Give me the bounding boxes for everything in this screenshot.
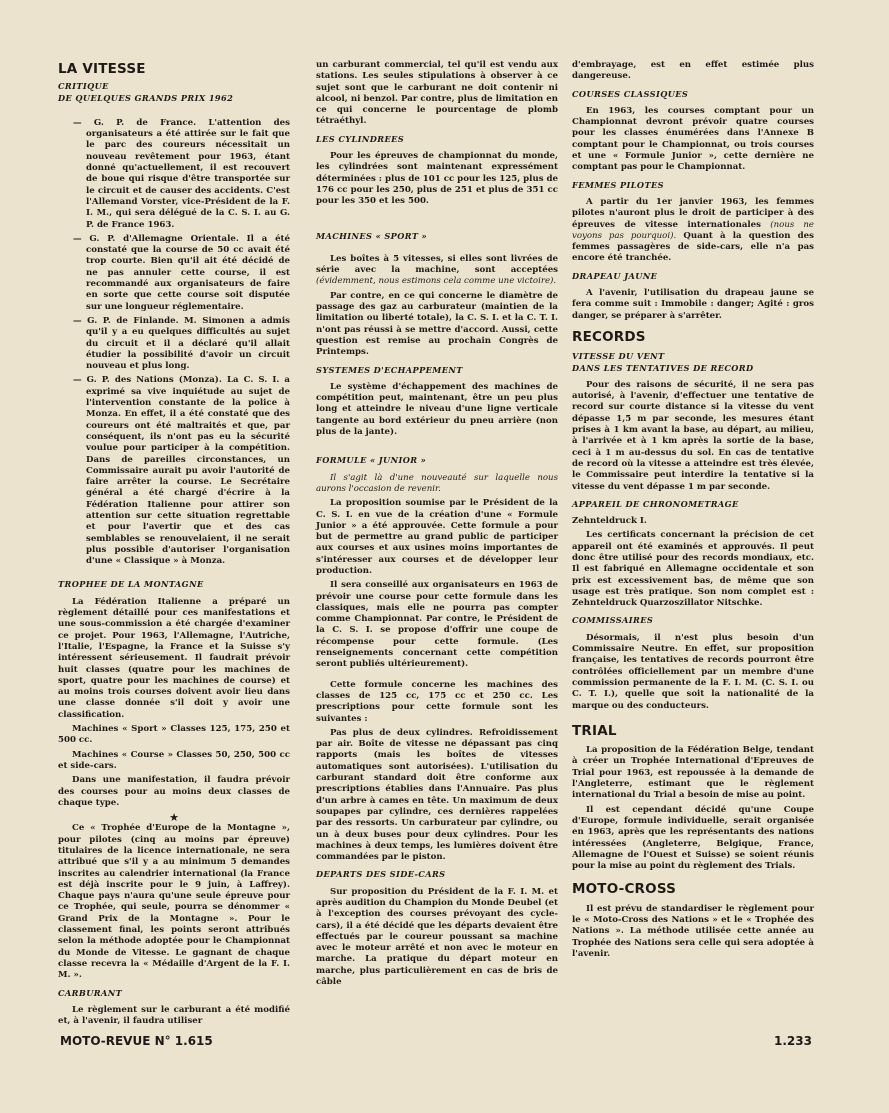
subheading-femmes-pilotes: FEMMES PILOTES	[572, 179, 664, 190]
formule-para-1: La proposition soumise par le Président de la C. S. I. en vue de la création d'une « Formule Junior » a été approuvée. Cette formule a pour but de permettre au grand public de participer aux courses et aux usines moins importantes de s'intéresser aux courses et de développer leur production.	[316, 498, 558, 576]
column-right	[572, 60, 814, 963]
trial-para-1: La proposition de la Fédération Belge, tendant à créer un Trophée International d'Epreuves de Trial pour 1963, est repoussée à la demande de l'Angleterre, estimant que le règlement international du Trial a besoin de mise au point.	[572, 745, 814, 801]
subheading-drapeau-jaune: DRAPEAU JAUNE	[572, 270, 658, 281]
vent-para-1: Pour des raisons de sécurité, il ne sera pas autorisé, à l'avenir, d'effectuer une tentative de record sur courte distance si la vitesse du vent dépasse 1,5 m par seconde, les mesures étant prises à 1 km avant la base, au départ, au milieu, à l'arrivée et à 1 km après la sortie de la base, ceci à 1 m au-dessus du sol. En cas de tentative de record où la vitesse a atteindre est très élevée, le Commissaire peut interdire la tentative si la vitesse du vent dépasse 1 m par seconde.	[572, 379, 814, 492]
subheading-commissaires: COMMISSAIRES	[572, 615, 654, 626]
femmes-para-1-italic: (nous ne voyons pas pourquoi).	[572, 219, 814, 241]
formule-para-2: Il sera conseillé aux organisateurs en 1963 de prévoir une course pour cette formule dans les classiques, mais elle ne pourra pas compter comme Championnat. Par contre, le Président de la C. S. I. se propose d'offrir une coupe de récompense pour cette formule. (Les renseignements concernant cette compétition seront publiés ultérieurement).	[316, 580, 558, 670]
subheading-formule-junior: FORMULE « JUNIOR »	[316, 455, 427, 466]
subheading-critique-line2: DE QUELQUES GRANDS PRIX 1962	[58, 92, 234, 103]
subheading-echappement: SYSTEMES D'ECHAPPEMENT	[316, 364, 463, 375]
subheading-vent-line2: DANS LES TENTATIVES DE RECORD	[572, 362, 754, 373]
machines-para-1-text: Les boîtes à 5 vitesses, si elles sont livrées de série avec la machine, sont acceptées	[316, 253, 558, 276]
trophee-para-4: Dans une manifestation, il faudra prévoir des courses pour au moins deux classes de chaque type.	[58, 775, 290, 808]
section-title-trial: TRIAL	[572, 722, 617, 739]
drapeau-para-1: A l'avenir, l'utilisation du drapeau jaune se fera comme suit : Immobile : danger; Agité : gros danger, se préparer à s'arrêter.	[572, 288, 814, 321]
femmes-para-1-text-a: A partir du 1er janvier 1963, les femmes pilotes n'auront plus le droit de participer à des épreuves de vitesse internationales	[572, 196, 814, 230]
item-gp-finlande: — G. P. de Finlande. M. Simonen a admis qu'il y a eu quelques difficultés au sujet du circuit et il a déclaré qu'il allait étudier la possibilité d'avoir un circuit nouveau et plus long.	[73, 315, 290, 372]
formule-intro-italic: Il s'agit là d'une nouveauté sur laquelle nous aurons l'occasion de revenir.	[316, 472, 558, 494]
commissaires-para-1: Désormais, il n'est plus besoin d'un Commissaire Neutre. En effet, sur proposition française, les tentatives de records pourront être contrôlées officiellement par un membre d'une commission permanente de la F. I. M. (C. S. I. ou C. T. I.), quelle que soit la nationalité de la marque ou des conducteurs.	[572, 632, 814, 711]
subheading-carburant: CARBURANT	[58, 987, 123, 998]
footer-magazine-issue: MOTO-REVUE N° 1.615	[60, 1034, 213, 1048]
subheading-departs-side-cars: DEPARTS DES SIDE-CARS	[316, 869, 446, 880]
classiques-para-1: En 1963, les courses comptant pour un Championnat devront prévoir quatre courses pour les classes énumérées dans l'Annexe B comptant pour le Championnat, ou trois courses et une « Formule Junior », cette dernière ne comptant pas pour le Championnat.	[572, 105, 814, 173]
carburant-continued: un carburant commercial, tel qu'il est vendu aux stations. Les seules stipulations à observer à ce sujet sont que le carburant ne doit contenir ni alcool, ni benzol. Par contre, plus de limitation en ce qui concerne le pourcentage de plomb tétraéthyl.	[316, 60, 558, 127]
item-gp-allemagne: — G. P. d'Allemagne Orientale. Il a été constaté que la course de 50 cc avait été trop courte. Bien qu'il ait été décidé de ne pas annuler cette course, il est recommandé aux organisateurs de faire en sorte que cette course soit disputée sur une longueur réglementaire.	[73, 233, 290, 312]
star-separator-icon: ★	[169, 811, 179, 825]
subheading-vent-line1: VITESSE DU VENT	[572, 351, 665, 362]
column-middle	[316, 60, 558, 991]
trophee-para-5: Ce « Trophée d'Europe de la Montagne », pour pilotes (cinq au moins par épreuve) titulaires de la licence internationale, ne sera attribué que s'il y a au minimum 5 demandes inscrites au calendrier international (la France est déjà inscrite pour le 9 juin, à Laffrey). Chaque pays n'aura qu'une seule épreuve pour ce Trophée, qui seule, pourra se dénommer « Grand Prix de la Montagne ». Pour le classement final, les points seront attribués selon la méthode adoptée pour le Championnat du Monde de Vitesse. Le gagnant de chaque classe recevra la « Médaille d'Argent de la F. I. M. ».	[58, 823, 290, 981]
machines-para-1	[316, 254, 558, 288]
machines-para-2: Par contre, en ce qui concerne le diamètre de passage des gaz au carburateur (maintien de la limitation ou liberté totale), la C. S. I. et la C. T. I. n'ont pas réussi à se mettre d'accord. Aussi, cette question est remise au prochain Congrès de Printemps.	[316, 290, 558, 358]
item-gp-france: — G. P. de France. L'attention des organisateurs a été attirée sur le fait que le parc des coureurs nécessitait un nouveau revêtement pour 1963, étant donné qu'actuellement, il est recouvert de boue qui risque d'être transportée sur le circuit et de causer des accidents. C'est l'Allemand Vorster, vice-Président de la F. I. M., qui sera délégué de la C. S. I. au G. P. de France 1963.	[73, 117, 290, 230]
section-title-motocross: MOTO-CROSS	[572, 881, 677, 898]
departs-para-1: Sur proposition du Président de la F. I. M. et après audition du Champion du Monde Deubel (et à l'exception des courses prévoyant des cycle-cars), il a été décidé que les départs devaient être effectués par le coureur poussant sa machine avec le moteur arrêté et non avec le moteur en marche. La pratique du départ moteur en marche, plus particulièrement en cas de bris de câble	[316, 886, 558, 988]
femmes-para-1-text-b: Quant à la question des femmes passagères de side-cars, elle n'a pas encore été tranchée.	[572, 230, 814, 264]
subheading-vitesse-vent	[572, 351, 814, 374]
subheading-trophee: TROPHEE DE LA MONTAGNE	[58, 579, 204, 590]
echappement-para-1: Le système d'échappement des machines de compétition peut, maintenant, être un peu plus long et atteindre le niveau d'une ligne verticale tangente au bord extérieur du pneu arrière (non plus de la jante).	[316, 381, 558, 438]
subheading-courses-classiques: COURSES CLASSIQUES	[572, 88, 689, 99]
subheading-cylindrees: LES CYLINDREES	[316, 133, 405, 144]
femmes-para-1	[572, 197, 814, 265]
departs-continued: d'embrayage, est en effet estimée plus dangereuse.	[572, 60, 814, 82]
motocross-para-1: Il est prévu de standardiser le règlement pour le « Moto-Cross des Nations » et le « Trophée des Nations ». La méthode utilisée cette année au Trophée des Nations sera celle qui sera adoptée à l'avenir.	[572, 903, 814, 959]
trial-para-2: Il est cependant décidé qu'une Coupe d'Europe, formule individuelle, serait organisée en 1963, après que les représentants des nations intéressées (Angleterre, Belgique, France, Allemagne de l'Ouest et Suisse) se soient réunis pour la mise au point du règlement des Trials.	[572, 804, 814, 872]
formule-para-3: Cette formule concerne les machines des classes de 125 cc, 175 cc et 250 cc. Les prescriptions pour cette formule sont les suivantes :	[316, 679, 558, 724]
footer-page-number: 1.233	[774, 1034, 812, 1048]
carburant-para-1: Le règlement sur le carburant a été modifié et, à l'avenir, il faudra utiliser	[58, 1004, 290, 1027]
cylindrees-para-1: Pour les épreuves de championnat du monde, les cylindrées sont maintenant expressément déterminées : plus de 101 cc pour les 125, plus de 176 cc pour les 250, plus de 251 et plus de 351 cc pour les 350 et les 500.	[316, 151, 559, 207]
appareil-para-1: Les certificats concernant la précision de cet appareil ont été examinés et approuvés. Il peut donc être utilisé pour des records mondiaux, etc. Il est fabriqué en Allemagne occidentale et son prix est excessivement bas, de même que son usage est très pratique. Son nom complet est : Zehnteldruck Quarzoszillator Nitschke.	[572, 530, 814, 609]
column-left	[58, 60, 290, 1030]
section-title-vitesse: LA VITESSE	[58, 61, 146, 77]
appareil-title: Zehnteldruck I.	[572, 516, 647, 527]
trophee-para-3: Machines « Course » Classes 50, 250, 500 cc et side-cars.	[58, 749, 290, 771]
subheading-appareil: APPAREIL DE CHRONOMETRAGE	[572, 498, 739, 509]
subheading-machines-sport: MACHINES « SPORT »	[316, 230, 428, 241]
section-title-records: RECORDS	[572, 328, 646, 345]
trophee-para-2: Machines « Sport » Classes 125, 175, 250 et 500 cc.	[58, 724, 290, 746]
machines-para-1-italic: (évidemment, nous estimons cela comme une victoire).	[316, 276, 557, 287]
subheading-critique-line1: CRITIQUE	[58, 81, 109, 92]
subheading-critique	[58, 81, 290, 104]
trophee-para-1: La Fédération Italienne a préparé un règlement détaillé pour ces manifestations et une sous-commission a été chargée d'examiner ce projet. Pour 1963, l'Allemagne, l'Autriche, l'Italie, l'Espagne, la France et la Suisse s'y intéressent sérieusement. Il faudrait prévoir huit classes (quatre pour les machines de sport, quatre pour les machines de course) et au moins trois courses doivent avoir lieu dans une classe donnée s'il doit y avoir une classification.	[58, 596, 290, 720]
formule-para-4: Pas plus de deux cylindres. Refroidissement par air. Boîte de vitesse ne dépassant pas cinq rapports (mais les boîtes de vitesses automatiques sont autorisées). L'utilisation du carburant standard doit être conforme aux prescriptions établies dans l'Annuaire. Pas plus d'un arbre à cames en tête. Un maximum de deux soupapes par cylindre, ces dernières rappelées par des ressorts. Un carburateur par cylindre, ou un à deux buses pour deux cylindres. Pour les machines à deux temps, les lumières doivent être commandées par le piston.	[316, 727, 558, 863]
item-gp-nations: — G. P. des Nations (Monza). La C. S. I. a exprimé sa vive inquiétude au sujet de l'intervention constante de la police à Monza. En effet, il a été constaté que des coureurs ont été maltraités et que, par conséquent, ils n'ont pas eu la sécurité voulue pour participer à la compétition. Dans de pareilles circonstances, un Commissaire aurait pu avoir l'autorité de faire arrêter la course. Le Secrétaire général a été chargé d'écrire à la Fédération Italienne pour attirer son attention sur cette situation regrettable et pour l'avertir que et des cas semblables se renouvelaient, il ne serait plus possible d'autoriser l'organisation d'une « Classique » à Monza.	[73, 375, 290, 567]
